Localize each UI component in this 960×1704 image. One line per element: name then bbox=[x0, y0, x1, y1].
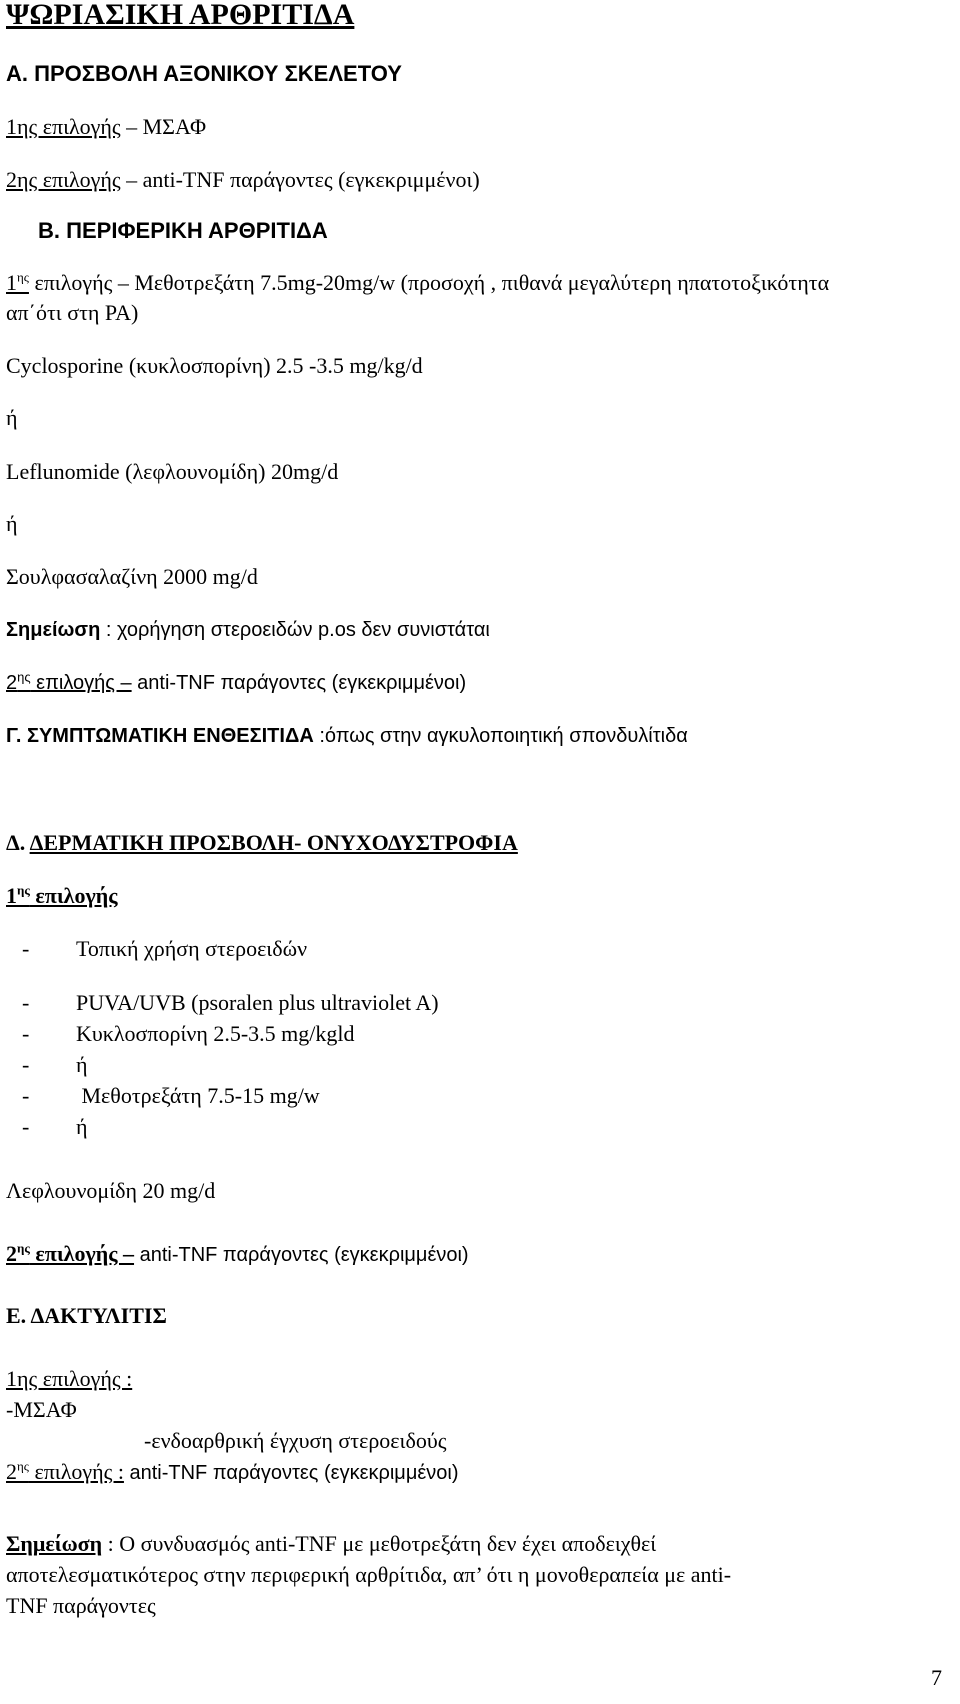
section-b-first-choice: $1^{\eta\varsigma}$ επιλογής – Μεθοτρεξάτη 7.5mg-20mg/w (προσοχή , πιθανά μεγαλύτερη ηπατοτοξικότητα bbox=[6, 269, 830, 295]
final-note-line3: TNF παράγοντες bbox=[6, 1593, 156, 1618]
page-number: 7 bbox=[931, 1665, 942, 1690]
or-line-2: ή bbox=[6, 511, 18, 536]
page-title: ΨΩΡΙΑΣΙΚΗ ΑΡΘΡΙΤΙΔΑ bbox=[6, 0, 355, 31]
first-choice-label: 1ης επιλογής bbox=[6, 114, 121, 139]
second-choice-label: 2ης επιλογής bbox=[6, 167, 121, 192]
list-item: - PUVA/UVB (psoralen plus ultraviolet A) bbox=[22, 990, 439, 1015]
section-e-second-choice: $2^{\eta\varsigma}$ επιλογής : anti-TNF παράγοντες (εγκεκριμμένοι) bbox=[6, 1458, 459, 1484]
section-e-injection: -ενδοαρθρική έγχυση στεροειδούς bbox=[144, 1428, 447, 1453]
list-item: - ή bbox=[22, 1114, 88, 1139]
final-note-line2: αποτελεσματικότερος στην περιφερική αρθρίτιδα, απ’ ότι η μονοθεραπεία με anti- bbox=[6, 1562, 732, 1587]
list-item: - Κυκλοσπορίνη 2.5-3.5 mg/kgld bbox=[22, 1021, 355, 1046]
section-c-line: Γ. ΣΥΜΠΤΩΜΑΤΙΚΗ ΕΝΘΕΣΙΤΙΔΑ :όπως στην αγκυλοποιητική σπονδυλίτιδα bbox=[6, 725, 688, 747]
leflunomide-line: Leflunomide (λεφλουνομίδη) 20mg/d bbox=[6, 459, 339, 484]
section-b-note: Σημείωση : χορήγηση στεροειδών p.os δεν συνιστάται bbox=[6, 619, 490, 641]
list-item: - ή bbox=[22, 1052, 88, 1077]
section-d-second-choice: $2^{\eta\varsigma}$ επιλογής – anti-TNF παράγοντες (εγκεκριμμένοι) bbox=[6, 1240, 469, 1266]
section-a-line2: 2ης επιλογής – anti-TNF παράγοντες (εγκεκριμμένοι) bbox=[6, 167, 480, 192]
section-e-heading: Ε. ΔΑΚΤΥΛΙΤΙΣ bbox=[6, 1303, 167, 1328]
section-a-heading: Α. ΠΡΟΣΒΟΛΗ ΑΞΟΝΙΚΟΥ ΣΚΕΛΕΤΟΥ bbox=[6, 61, 402, 86]
list-item: - Τοπική χρήση στεροειδών bbox=[22, 936, 308, 961]
section-b-second-choice: $2^{\eta\varsigma}$ επιλογής – anti-TNF παράγοντες (εγκεκριμμένοι) bbox=[6, 669, 467, 694]
section-e-nsaid: -ΜΣΑΦ bbox=[6, 1397, 77, 1422]
or-line-1: ή bbox=[6, 405, 18, 430]
sulfasalazine-line: Σουλφασαλαζίνη 2000 mg/d bbox=[6, 564, 258, 589]
final-note-line1: Σημείωση : Ο συνδυασμός anti-TNF με μεθοτρεξάτη δεν έχει αποδειχθεί bbox=[6, 1531, 657, 1556]
section-a-line1: 1ης επιλογής – ΜΣΑΦ bbox=[6, 114, 207, 139]
section-c-heading: Γ. ΣΥΜΠΤΩΜΑΤΙΚΗ ΕΝΘΕΣΙΤΙΔΑ bbox=[6, 725, 314, 747]
section-b-first-cont: απ΄ότι στη ΡΑ) bbox=[6, 300, 139, 325]
section-d-heading: Δ. ΔΕΡΜΑΤΙΚΗ ΠΡΟΣΒΟΛΗ- ΟΝΥΧΟΔΥΣΤΡΟΦΙΑ bbox=[6, 830, 518, 855]
section-d-leflunomide: Λεφλουνομίδη 20 mg/d bbox=[6, 1178, 216, 1203]
section-e-first-choice: 1ης επιλογής : bbox=[6, 1366, 133, 1391]
section-d-first-choice: $1^{\eta\varsigma}$ επιλογής bbox=[6, 882, 118, 908]
list-item: - Μεθοτρεξάτη 7.5-15 mg/w bbox=[22, 1083, 320, 1108]
section-b-heading: Β. ΠΕΡΙΦΕΡΙΚΗ ΑΡΘΡΙΤΙΔΑ bbox=[38, 218, 328, 243]
cyclosporine-line: Cyclosporine (κυκλοσπορίνη) 2.5 -3.5 mg/kg/d bbox=[6, 353, 423, 378]
